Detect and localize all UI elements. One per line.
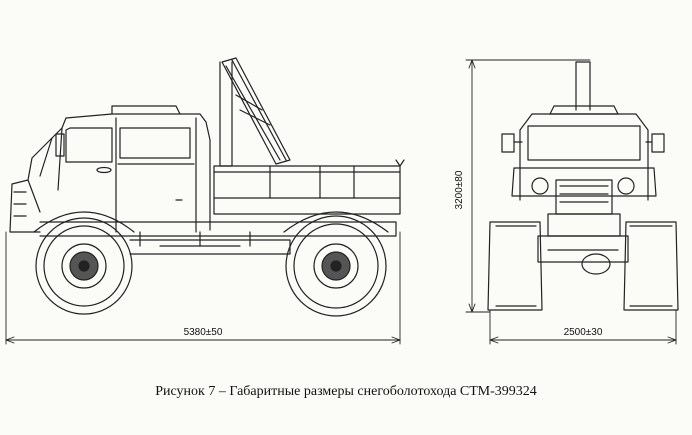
cargo-bed bbox=[214, 160, 404, 214]
length-dimension-label: 5380±50 bbox=[183, 327, 223, 338]
rear-wheel bbox=[286, 216, 386, 316]
side-view bbox=[6, 58, 404, 344]
front-left-wheel bbox=[488, 222, 542, 310]
front-view bbox=[466, 60, 678, 344]
front-right-wheel bbox=[624, 222, 678, 310]
height-dimension-label: 3200±80 bbox=[454, 170, 465, 210]
width-dimension-label: 2500±30 bbox=[563, 327, 603, 338]
side-cab bbox=[10, 106, 210, 232]
crane-boom bbox=[220, 58, 290, 166]
figure-caption: Рисунок 7 – Габаритные размеры снегоболотохода СТМ-399324 bbox=[155, 384, 537, 399]
front-wheel bbox=[36, 218, 132, 314]
